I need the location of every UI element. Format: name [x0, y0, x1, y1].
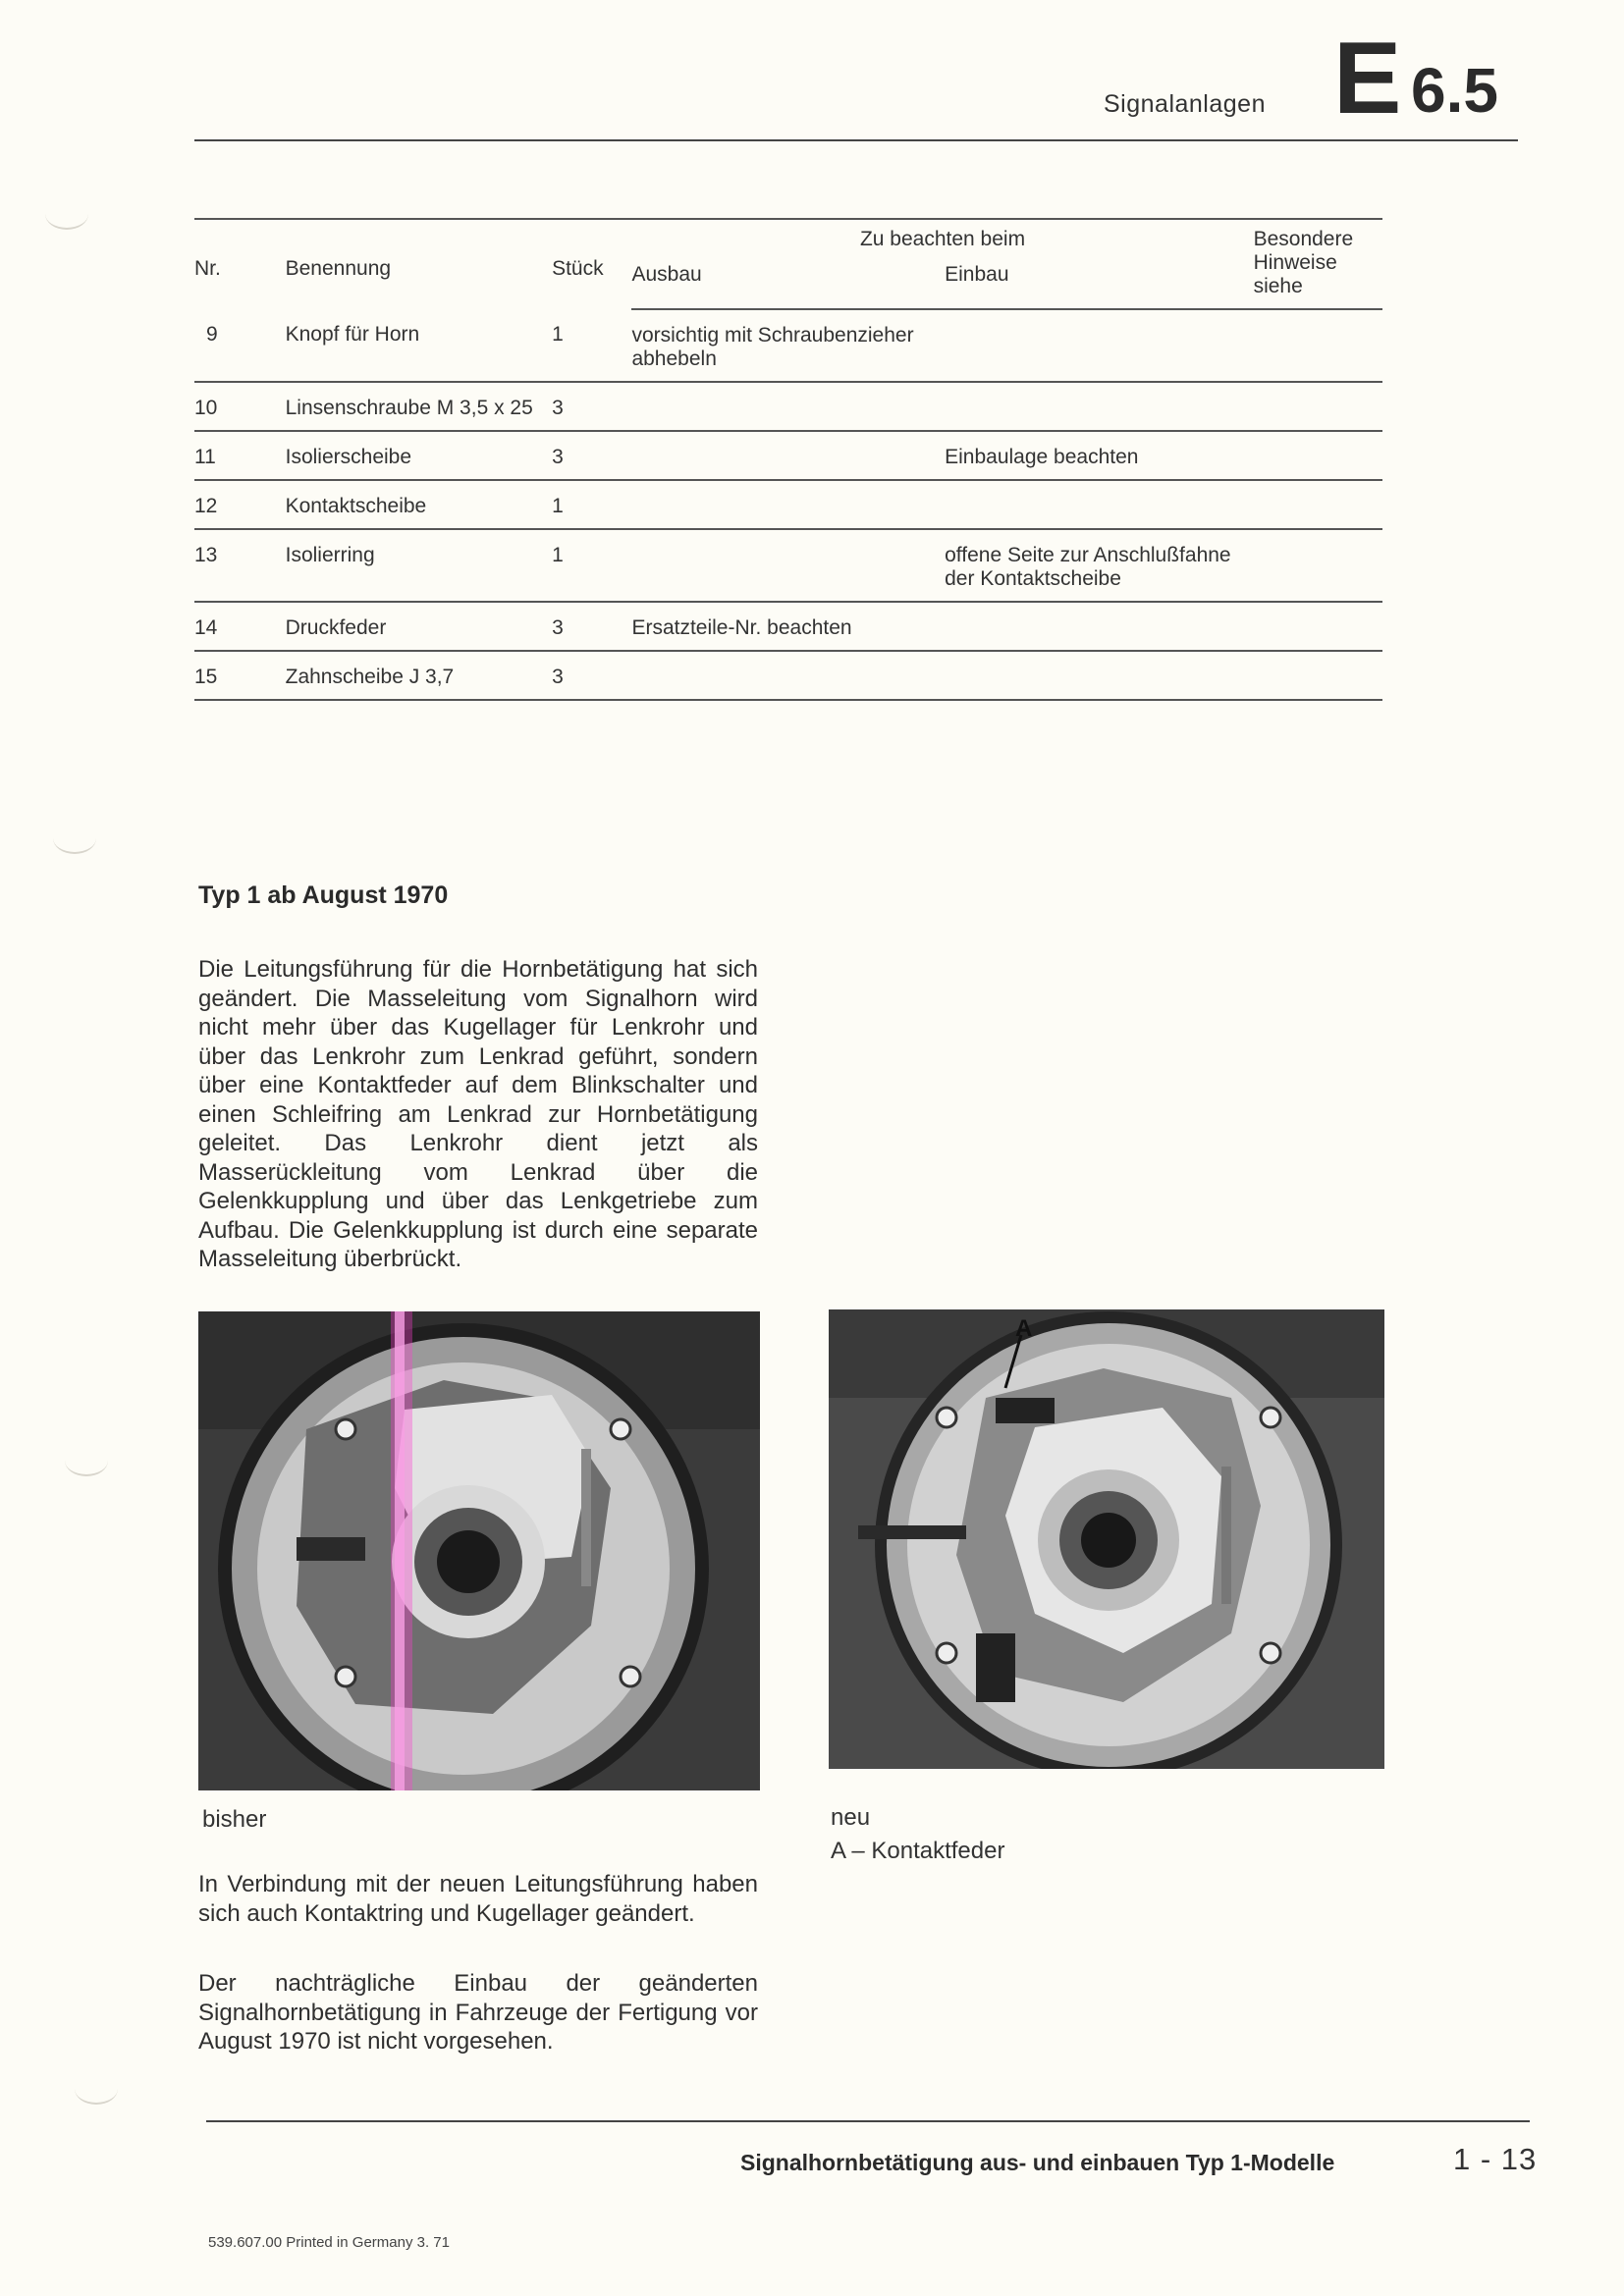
cell-notes — [1254, 382, 1382, 431]
photo-previous-design — [198, 1311, 760, 1790]
parts-table — [194, 218, 1382, 701]
cell-install — [945, 602, 1253, 651]
cell-name: Druckfeder — [286, 602, 552, 651]
footer-rule — [206, 2120, 1530, 2122]
paragraph-wiring: Die Leitungsführung für die Hornbetätigung hat sich geändert. Die Masseleitung vom Signalhorn wird nicht mehr über das Kugellager für Lenkrohr und über das Lenkrohr zum Lenkrad geführt, sondern über eine Kontaktfeder auf dem Blinkschalter und einen Schleifring am Lenkrad zur Hornbetätigung geleitet. Das Lenkrohr dient jetzt als Masserückleitung vom Lenkrad über die Gelenkkupplung und über das Lenkgetriebe zum Aufbau. Die Gelenkkupplung ist durch eine separate Masseleitung überbrückt. — [198, 956, 758, 1272]
section-code-letter: E — [1333, 22, 1402, 135]
cell-name: Knopf für Horn — [286, 309, 552, 382]
cell-notes — [1254, 651, 1382, 700]
table-row — [194, 480, 1382, 529]
header-rule — [194, 139, 1518, 141]
cell-install — [945, 480, 1253, 529]
cell-nr: 14 — [194, 602, 286, 651]
photo-marker-a: A — [1015, 1315, 1033, 1342]
section-title: Signalanlagen — [1104, 90, 1266, 118]
subheading: Typ 1 ab August 1970 — [198, 881, 449, 909]
cell-nr: 9 — [194, 309, 286, 382]
header-removal: Ausbau — [631, 261, 945, 309]
punch-hole — [75, 2073, 118, 2105]
cell-qty: 1 — [552, 529, 631, 602]
footer-title: Signalhornbetätigung aus- und einbauen Typ 1-Modelle — [740, 2150, 1335, 2175]
table-row — [194, 431, 1382, 480]
section-code-number: 6.5 — [1411, 55, 1498, 126]
print-note: 539.607.00 Printed in Germany 3. 71 — [208, 2234, 450, 2251]
cell-nr: 11 — [194, 431, 286, 480]
cell-removal — [631, 529, 945, 602]
cell-nr: 15 — [194, 651, 286, 700]
table-row — [194, 651, 1382, 700]
caption-previous: bisher — [202, 1806, 267, 1833]
header-name: Benennung — [286, 219, 552, 309]
cell-notes — [1254, 480, 1382, 529]
punch-hole — [45, 198, 88, 230]
paragraph-changes: In Verbindung mit der neuen Leitungsführung haben sich auch Kontaktring und Kugellager geändert. — [198, 1871, 758, 1927]
cell-nr: 13 — [194, 529, 286, 602]
cell-qty: 3 — [552, 382, 631, 431]
page-number: 1 - 13 — [1453, 2142, 1538, 2176]
table-row — [194, 382, 1382, 431]
cell-qty: 1 — [552, 480, 631, 529]
cell-name: Isolierscheibe — [286, 431, 552, 480]
cell-removal — [631, 382, 945, 431]
cell-qty: 3 — [552, 651, 631, 700]
header-notes: Besondere Hinweise siehe — [1254, 219, 1382, 309]
table-row — [194, 309, 1382, 382]
cell-notes — [1254, 529, 1382, 602]
paragraph-retrofit: Der nachträgliche Einbau der geänderten Signalhornbetätigung in Fahrzeuge der Fertigung vor August 1970 ist nicht vorgesehen. — [198, 1970, 758, 2055]
cell-notes — [1254, 602, 1382, 651]
cell-install — [945, 382, 1253, 431]
cell-qty: 3 — [552, 431, 631, 480]
cell-removal — [631, 480, 945, 529]
header-group: Zu beachten beim — [631, 219, 1253, 261]
cell-nr: 12 — [194, 480, 286, 529]
caption-new: neu — [831, 1804, 871, 1831]
cell-name: Linsenschraube M 3,5 x 25 — [286, 382, 552, 431]
cell-install: Einbaulage beachten — [945, 431, 1253, 480]
cell-removal: vorsichtig mit Schraubenzieher abhebeln — [631, 309, 945, 382]
table-row — [194, 602, 1382, 651]
cell-name: Kontaktscheibe — [286, 480, 552, 529]
header-qty: Stück — [552, 219, 631, 309]
punch-hole — [53, 823, 96, 854]
cell-qty: 1 — [552, 309, 631, 382]
cell-notes — [1254, 431, 1382, 480]
table-header-row — [194, 219, 1382, 261]
cell-nr: 10 — [194, 382, 286, 431]
cell-install: offene Seite zur Anschlußfahne der Kontaktscheibe — [945, 529, 1253, 602]
table-row — [194, 529, 1382, 602]
cell-qty: 3 — [552, 602, 631, 651]
caption-legend: A – Kontaktfeder — [831, 1838, 1005, 1864]
cell-notes — [1254, 309, 1382, 382]
header-nr: Nr. — [194, 219, 286, 309]
cell-removal — [631, 431, 945, 480]
cell-removal — [631, 651, 945, 700]
punch-hole — [65, 1445, 108, 1476]
cell-name: Isolierring — [286, 529, 552, 602]
cell-name: Zahnscheibe J 3,7 — [286, 651, 552, 700]
cell-install — [945, 651, 1253, 700]
header-install: Einbau — [945, 261, 1253, 309]
photo-new-design — [829, 1309, 1384, 1769]
cell-install — [945, 309, 1253, 382]
cell-removal: Ersatzteile-Nr. beachten — [631, 602, 945, 651]
